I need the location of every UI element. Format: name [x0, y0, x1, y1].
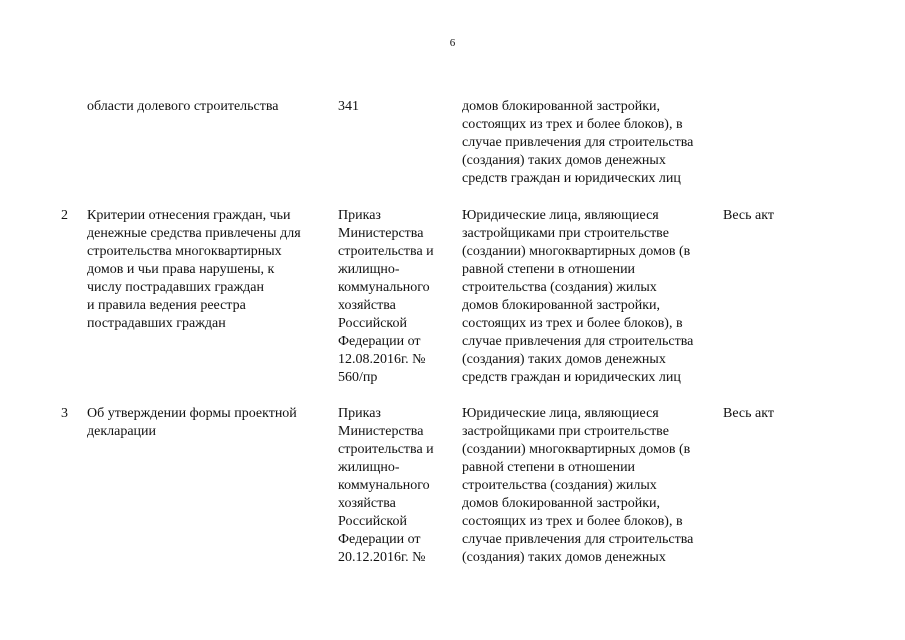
act-subjects: Юридические лица, являющиеся застройщиками при строительстве (создании) многоквартирных домов (в равной степени в отношении строительства (создания) жилых домов блокированной застройки, состоящих из трех и более блоков), в случае привлечения для строительства (создания) таких домов денежных средств граждан и юридических лиц	[462, 208, 694, 385]
act-document: 341	[338, 99, 359, 114]
row-number: 2	[61, 208, 68, 223]
act-subjects: домов блокированной застройки, состоящих из трех и более блоков), в случае привлечения для строительства (создания) таких домов денежных средств граждан и юридических лиц	[462, 99, 694, 186]
page-number: 6	[449, 37, 456, 49]
act-scope: Весь акт	[723, 406, 774, 421]
act-title: Критерии отнесения граждан, чьи денежные средства привлечены для строительства многоквартирных домов и чьи права нарушены, к числу пострадавших граждан и правила ведения реестра пострадавших граждан	[87, 208, 301, 331]
act-document: Приказ Министерства строительства и жилищно- коммунального хозяйства Российской Федерации от 12.08.2016г. № 560/пр	[338, 208, 434, 385]
act-title: области долевого строительства	[87, 99, 279, 114]
act-subjects: Юридические лица, являющиеся застройщиками при строительстве (создании) многоквартирных домов (в равной степени в отношении строительства (создания) жилых домов блокированной застройки, состоящих из трех и более блоков), в случае привлечения для строительства (создания) таких домов денежных	[462, 406, 694, 565]
row-number: 3	[61, 406, 68, 421]
act-scope: Весь акт	[723, 208, 774, 223]
act-title: Об утверждении формы проектной декларации	[87, 406, 297, 439]
act-document: Приказ Министерства строительства и жилищно- коммунального хозяйства Российской Федерации от 20.12.2016г. №	[338, 406, 434, 565]
